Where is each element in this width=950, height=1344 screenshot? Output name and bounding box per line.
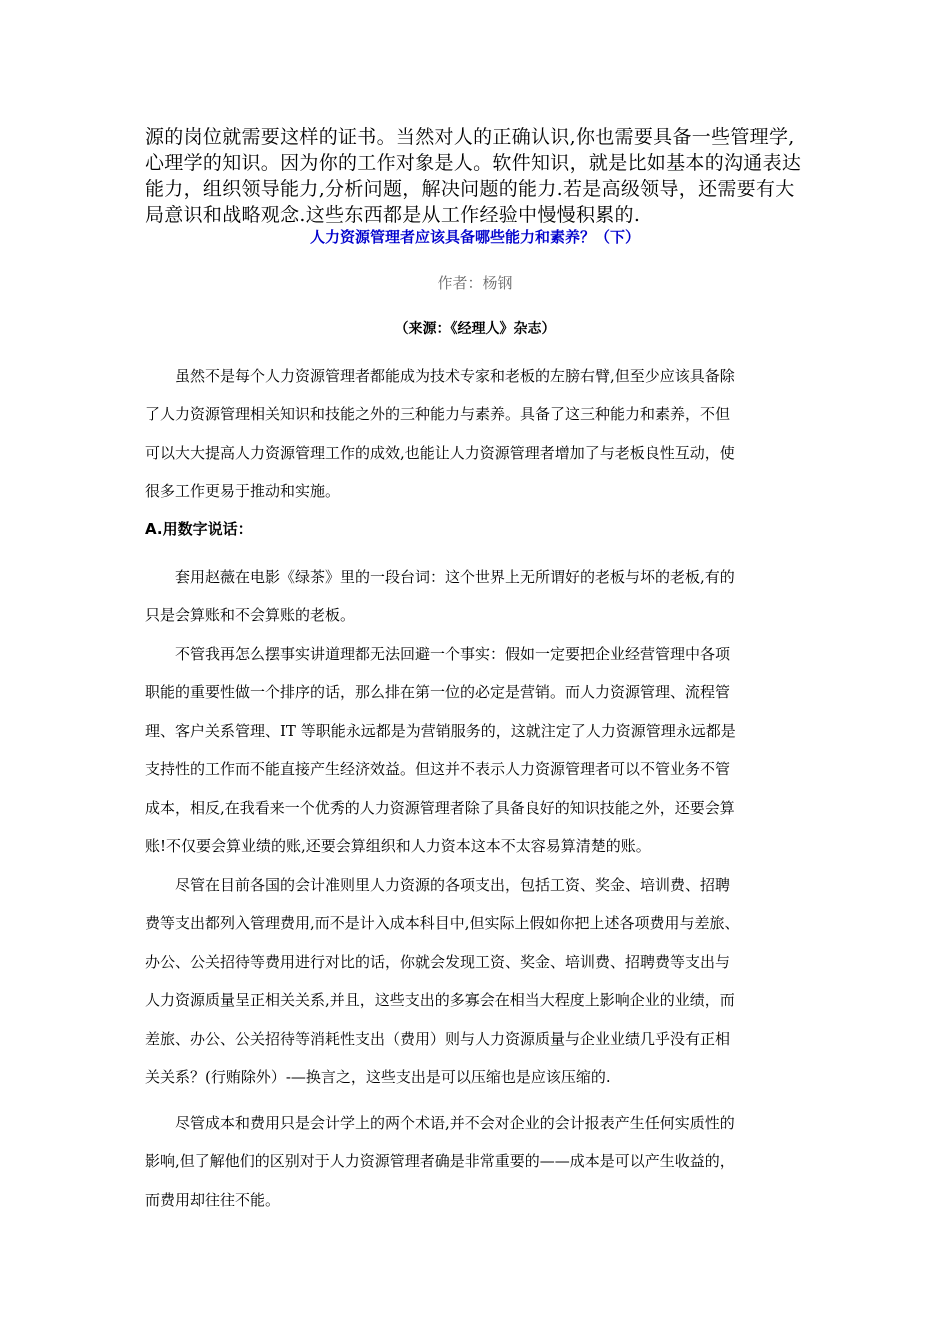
paragraph-1 — [145, 357, 810, 511]
text-line: 虽然不是每个人力资源管理者都能成为技术专家和老板的左膀右臂,但至少应该具备除 — [145, 367, 735, 385]
text-line: 只是会算账和不会算账的老板。 — [145, 606, 356, 625]
text-line: 成本，相反,在我看来一个优秀的人力资源管理者除了具备良好的知识技能之外，还要会算 — [145, 798, 735, 817]
text-line: 关关系？(行贿除外）-—换言之，这些支出是可以压缩也是应该压缩的. — [145, 1068, 611, 1087]
text-line: 职能的重要性做一个排序的话，那么排在第一位的必定是营销。而人力资源管理、流程管 — [145, 683, 731, 702]
text-line: 尽管在目前各国的会计准则里人力资源的各项支出，包括工资、奖金、培训费、招聘 — [145, 876, 731, 894]
text-line: 很多工作更易于推动和实施。 — [145, 482, 341, 501]
text-line: 人力资源质量呈正相关关系,并且，这些支出的多寡会在相当大程度上影响企业的业绩，而 — [145, 991, 735, 1010]
text-line: 可以大大提高人力资源管理工作的成效,也能让人力资源管理者增加了与老板良性互动，使 — [145, 443, 735, 462]
text-line: 理、客户关系管理、IT 等职能永远都是为营销服务的，这就注定了人力资源管理永远都是 — [145, 721, 736, 740]
paragraph-3 — [145, 635, 810, 865]
text-line: 办公、公关招待等费用进行对比的话，你就会发现工资、奖金、培训费、招聘费等支出与 — [145, 952, 731, 971]
intro-line: 能力，组织领导能力,分析问题，解决问题的能力.若是高级领导，还需要有大 — [145, 178, 795, 200]
text-line: 费等支出都列入管理费用,而不是计入成本科目中,但实际上假如你把上述各项费用与差旅、 — [145, 914, 740, 933]
intro-line: 源的岗位就需要这样的证书。当然对人的正确认识,你也需要具备一些管理学, — [145, 126, 795, 148]
paragraph-4 — [145, 866, 810, 1096]
intro-paragraph — [145, 124, 815, 228]
intro-line: 局意识和战略观念.这些东西都是从工作经验中慢慢积累的. — [145, 204, 641, 226]
text-line: 了人力资源管理相关知识和技能之外的三种能力与素养。具备了这三种能力和素养，不但 — [145, 405, 731, 424]
article-source: （来源：《经理人》杂志） — [394, 321, 556, 337]
intro-line: 心理学的知识。因为你的工作对象是人。软件知识，就是比如基本的沟通表达 — [145, 152, 802, 174]
text-line: 套用赵薇在电影《绿茶》里的一段台词：这个世界上无所谓好的老板与坏的老板,有的 — [145, 568, 735, 586]
paragraph-5 — [145, 1104, 810, 1219]
section-heading: A.用数字说话： — [145, 520, 253, 538]
text-line: 尽管成本和费用只是会计学上的两个术语,并不会对企业的会计报表产生任何实质性的 — [145, 1114, 735, 1132]
article-author: 作者：杨钢 — [437, 274, 513, 292]
text-line: 不管我再怎么摆事实讲道理都无法回避一个事实：假如一定要把企业经营管理中各项 — [145, 645, 731, 663]
text-line: 影响,但了解他们的区别对于人力资源管理者确是非常重要的——成本是可以产生收益的， — [145, 1152, 735, 1171]
text-line: 而费用却往往不能。 — [145, 1190, 281, 1209]
text-line: 差旅、办公、公关招待等消耗性支出（费用）则与人力资源质量与企业业绩几乎没有正相 — [145, 1029, 731, 1048]
article-title: 人力资源管理者应该具备哪些能力和素养？（下） — [309, 228, 640, 246]
paragraph-2 — [145, 558, 810, 635]
text-line: 支持性的工作而不能直接产生经济效益。但这并不表示人力资源管理者可以不管业务不管 — [145, 760, 731, 779]
text-line: 账!不仅要会算业绩的账,还要会算组织和人力资本这本不太容易算清楚的账。 — [145, 837, 651, 856]
